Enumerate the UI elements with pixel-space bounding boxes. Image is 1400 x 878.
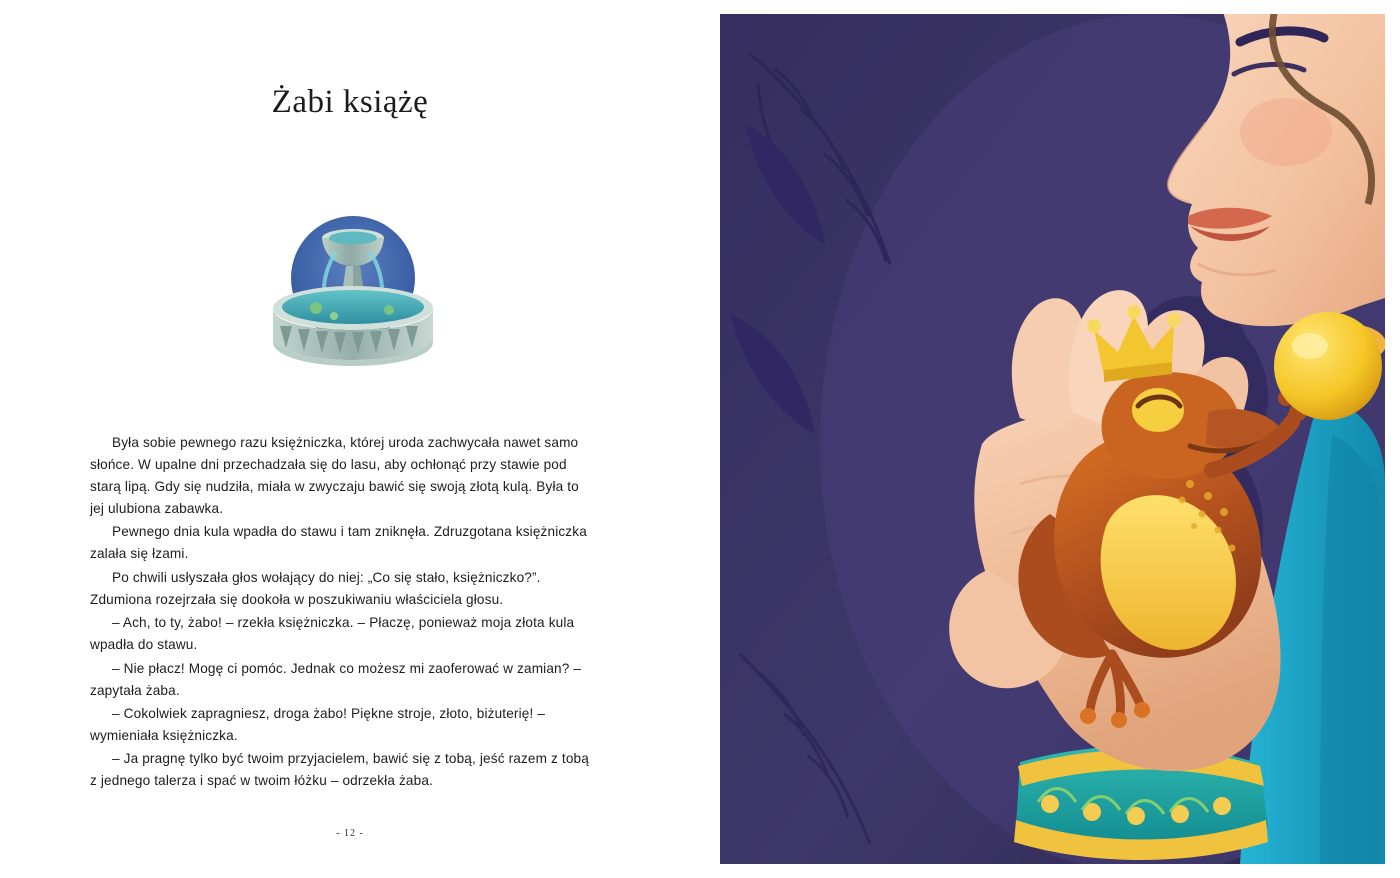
paragraph: – Nie płacz! Mogę ci pomóc. Jednak co możesz mi zaoferować w zamian? – zapytała żaba. <box>90 660 582 698</box>
princess-holding-frog-prince <box>720 14 1385 864</box>
paragraph: Była sobie pewnego razu księżniczka, której uroda zachwycała nawet samo słońce. W upalne dni przechadzała się do lasu, aby ochłonąć przy stawie pod starą lipą. Gdy się nudziła, miała w zwyczaju bawić się swoją złotą kulą. Była to jej ulubiona zabawka. <box>90 435 579 517</box>
paragraph: – Ach, to ty, żabo! – rzekła księżniczka. – Płaczę, ponieważ moja złota kula wpadła do stawu. <box>90 615 575 653</box>
paragraph: – Cokolwiek zapragniesz, droga żabo! Piękne stroje, złoto, biżuterię! – wymieniała księżniczka. <box>90 705 546 743</box>
paragraph: Pewnego dnia kula wpadła do stawu i tam zniknęła. Zdruzgotana księżniczka zalała się łzami. <box>90 524 587 562</box>
paragraph: – Ja pragnę tylko być twoim przyjacielem, bawić się z tobą, jeść razem z tobą z jednego talerza i spać w twoim łóżku – odrzekła żaba. <box>90 751 589 789</box>
page-title: Żabi książę <box>271 84 429 121</box>
page-number: - 12 - <box>336 828 364 839</box>
paragraph: Po chwili usłyszała głos wołający do niej: „Co się stało, księżniczko?”. Zdumiona rozejrzała się dookoła w poszukiwaniu właściciela głosu. <box>90 569 541 607</box>
story-text <box>90 432 590 794</box>
right-page <box>700 0 1400 878</box>
stone-fountain-illustration <box>258 190 448 390</box>
